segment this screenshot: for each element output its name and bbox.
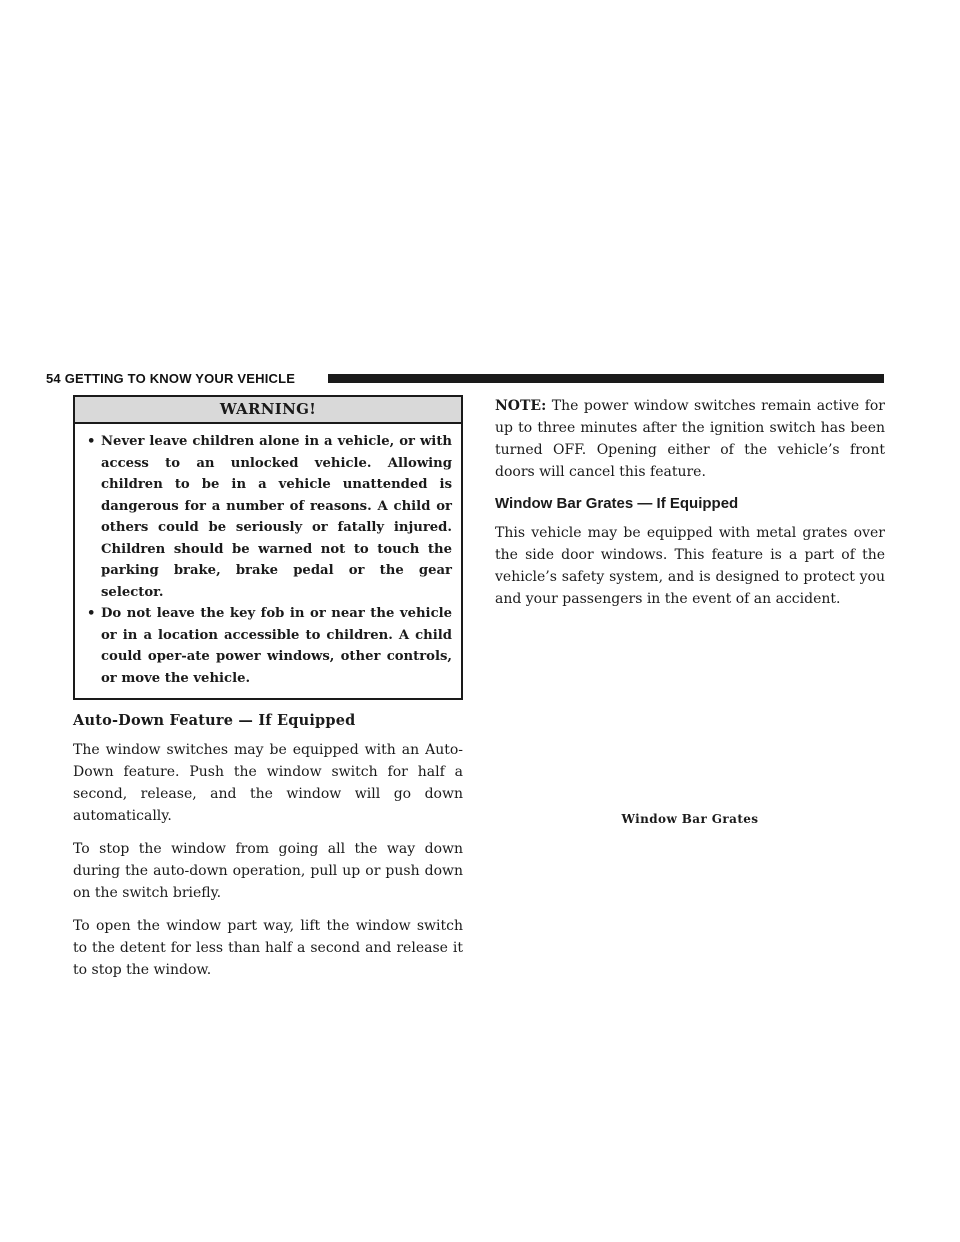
figure-caption: Window Bar Grates [621, 812, 759, 826]
paragraph: The window switches may be equipped with an Auto-Down feature. Push the window switch for half a second, release, and the window will go down automatically. [73, 742, 463, 824]
note-label: NOTE: [495, 398, 547, 414]
auto-down-heading: Auto-Down Feature — If Equipped [73, 712, 356, 729]
page-header [46, 371, 884, 387]
page-header-text [46, 371, 295, 387]
warning-item-text: Do not leave the key fob in or near the vehicle or in a location accessible to children. A child could oper-ate power windows, other controls, or move the vehicle. [101, 606, 452, 686]
header-rule [328, 374, 884, 383]
bullet-icon: • [87, 434, 96, 449]
warning-list [75, 424, 461, 698]
note-paragraph [495, 395, 885, 483]
bullet-icon: • [87, 606, 96, 621]
right-column [495, 395, 885, 621]
paragraph: This vehicle may be equipped with metal grates over the side door windows. This feature is a part of the vehicle’s safety system, and is designed to protect you and your passengers in the event of an accident. [495, 525, 885, 607]
window-bar-grates-heading: Window Bar Grates — If Equipped [495, 495, 739, 512]
warning-item-text: Never leave children alone in a vehicle, or with access to an unlocked vehicle. Allowing children to be in a vehicle unattended is dangerous for a number of reasons. A child or others could be seriously or fatally injured. Children should be warned not to touch the parking brake, brake pedal or the gear selector. [101, 434, 452, 600]
warning-box [73, 395, 463, 700]
warning-item [87, 603, 452, 689]
warning-title: WARNING! [75, 397, 461, 424]
window-bar-grates-figure [495, 608, 885, 808]
warning-item [87, 431, 452, 603]
left-column [73, 395, 463, 992]
paragraph: To stop the window from going all the way down during the auto-down operation, pull up or push down on the switch briefly. [73, 841, 463, 901]
page-number: 54 [46, 371, 61, 386]
section-title: GETTING TO KNOW YOUR VEHICLE [64, 371, 296, 386]
paragraph: To open the window part way, lift the window switch to the detent for less than half a second and release it to stop the window. [73, 918, 463, 978]
note-text: The power window switches remain active for up to three minutes after the ignition switch has been turned OFF. Opening either of the vehicle’s front doors will cancel this feature. [495, 398, 885, 480]
